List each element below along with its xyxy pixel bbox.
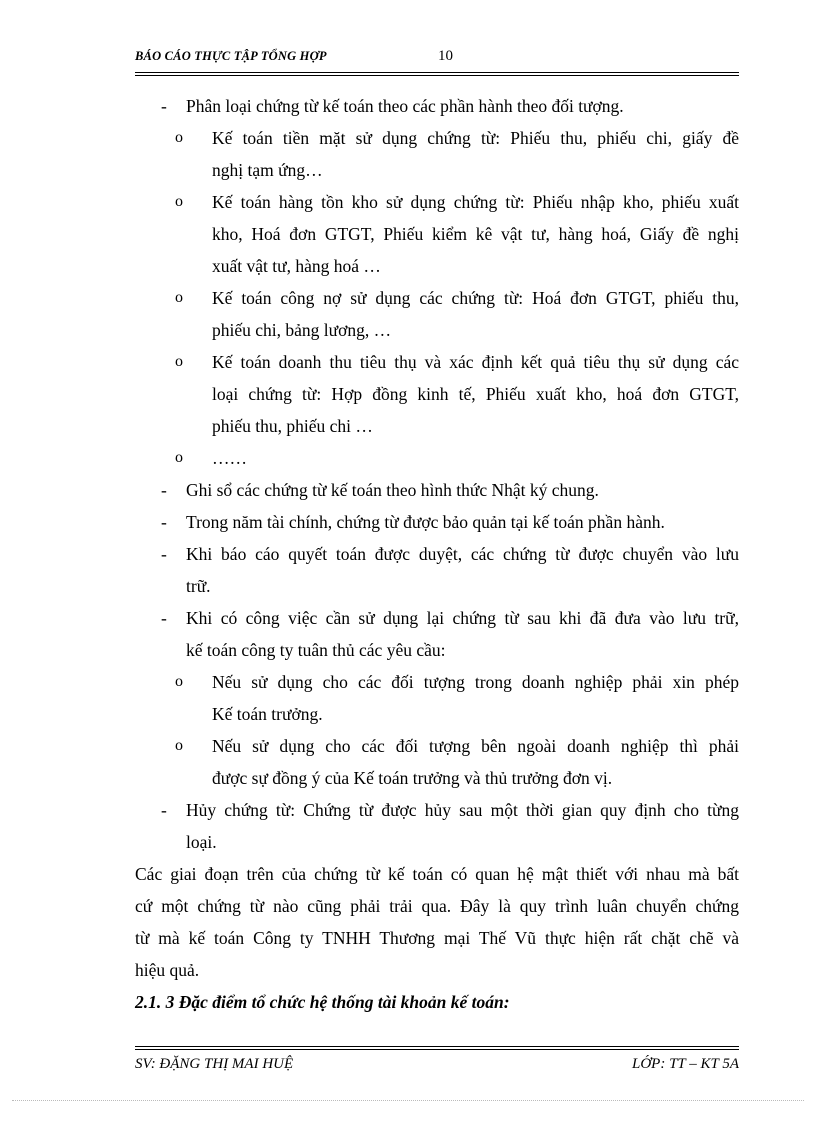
dash-bullet: - — [161, 512, 167, 532]
header-rule — [135, 72, 739, 76]
list-item-continuation: kho, Hoá đơn GTGT, Phiếu kiểm kê vật tư, hàng hoá, Giấy đề nghị — [212, 224, 739, 244]
list-item: o Kế toán hàng tồn kho sử dụng chứng từ: Phiếu nhập kho, phiếu xuất — [135, 186, 739, 218]
list-item: - Khi có công việc cần sử dụng lại chứng từ sau khi đã đưa vào lưu trữ, — [135, 602, 739, 634]
list-item: - Ghi sổ các chứng từ kế toán theo hình thức Nhật ký chung. — [135, 474, 739, 506]
list-item: o Kế toán tiền mặt sử dụng chứng từ: Phiếu thu, phiếu chi, giấy đề — [135, 122, 739, 154]
paragraph-line: cứ một chứng từ nào cũng phải trải qua. Đây là quy trình luân chuyển chứng — [135, 896, 739, 916]
list-item: o Nếu sử dụng cho các đối tượng bên ngoài doanh nghiệp thì phải — [135, 730, 739, 762]
list-item-continuation: trữ. — [186, 576, 211, 596]
circle-bullet: o — [175, 129, 183, 146]
list-item: - Hủy chứng từ: Chứng từ được hủy sau một thời gian quy định cho từng — [135, 794, 739, 826]
list-item-continuation: loại. — [186, 832, 217, 852]
list-item: - Trong năm tài chính, chứng từ được bảo quản tại kế toán phần hành. — [135, 506, 739, 538]
list-item-continuation: xuất vật tư, hàng hoá … — [212, 256, 381, 276]
list-item-continuation: được sự đồng ý của Kế toán trưởng và thủ trưởng đơn vị. — [212, 768, 613, 788]
list-item: - Khi báo cáo quyết toán được duyệt, các chứng từ được chuyển vào lưu — [135, 538, 739, 570]
report-title: BÁO CÁO THỰC TẬP TỔNG HỢP — [135, 49, 327, 63]
list-item: o Kế toán doanh thu tiêu thụ và xác định kết quả tiêu thụ sử dụng các — [135, 346, 739, 378]
circle-bullet: o — [175, 449, 183, 466]
list-item-continuation: Kế toán trưởng. — [212, 704, 323, 724]
document-body — [135, 90, 739, 1018]
list-item: o Nếu sử dụng cho các đối tượng trong doanh nghiệp phải xin phép — [135, 666, 739, 698]
paragraph-line: từ mà kế toán Công ty TNHH Thương mại Thế Vũ thực hiện rất chặt chẽ và — [135, 928, 739, 948]
section-heading: 2.1. 3 Đặc điểm tổ chức hệ thống tài khoản kế toán: — [135, 992, 510, 1012]
list-item-continuation: loại chứng từ: Hợp đồng kinh tế, Phiếu xuất kho, hoá đơn GTGT, — [212, 384, 739, 404]
dash-bullet: - — [161, 800, 167, 820]
dash-bullet: - — [161, 480, 167, 500]
page-footer — [135, 1056, 739, 1078]
circle-bullet: o — [175, 737, 183, 754]
list-item: o Kế toán công nợ sử dụng các chứng từ: Hoá đơn GTGT, phiếu thu, — [135, 282, 739, 314]
page-edge-border — [12, 1100, 804, 1101]
class-code: LỚP: TT – KT 5A — [632, 1056, 739, 1072]
circle-bullet: o — [175, 353, 183, 370]
page-number: 10 — [438, 48, 453, 64]
paragraph-line: hiệu quả. — [135, 960, 200, 980]
list-item: o …… — [135, 442, 739, 474]
student-name: SV: ĐẶNG THỊ MAI HUỆ — [135, 1056, 294, 1072]
dash-bullet: - — [161, 608, 167, 628]
dash-bullet: - — [161, 544, 167, 564]
list-item: - Phân loại chứng từ kế toán theo các phần hành theo đối tượng. — [135, 90, 739, 122]
circle-bullet: o — [175, 673, 183, 690]
list-item-continuation: kế toán công ty tuân thủ các yêu cầu: — [186, 640, 446, 660]
list-item-continuation: nghị tạm ứng… — [212, 160, 323, 180]
circle-bullet: o — [175, 289, 183, 306]
list-item-continuation: phiếu thu, phiếu chi … — [212, 416, 373, 436]
paragraph-line: Các giai đoạn trên của chứng từ kế toán có quan hệ mật thiết với nhau mà bất — [135, 864, 739, 884]
list-item-continuation: phiếu chi, bảng lương, … — [212, 320, 392, 340]
dash-bullet: - — [161, 96, 167, 116]
circle-bullet: o — [175, 193, 183, 210]
footer-rule — [135, 1046, 739, 1050]
